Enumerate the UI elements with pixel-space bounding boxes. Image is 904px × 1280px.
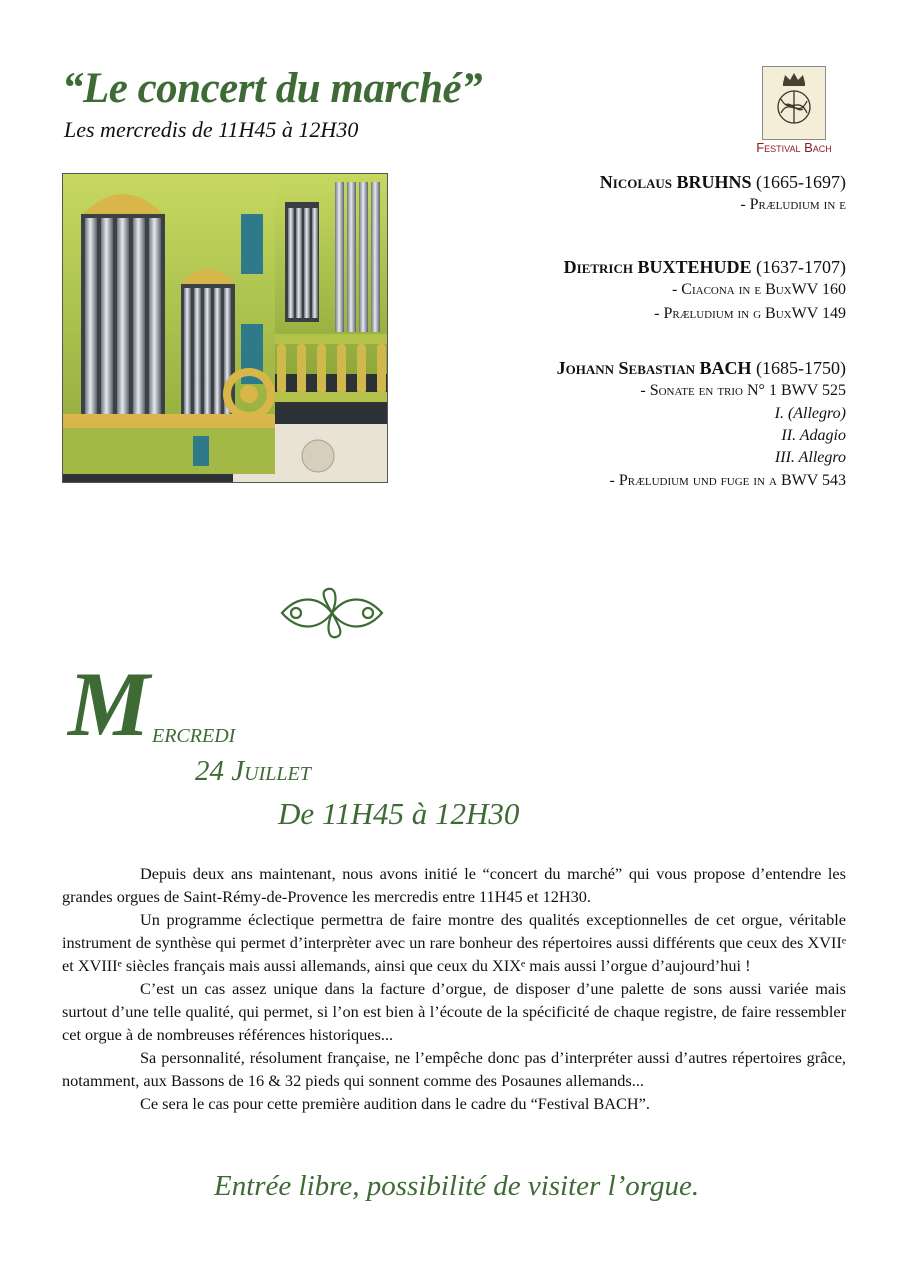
page-title: “Le concert du marché”: [62, 65, 483, 112]
movement-item: II. Adagio: [781, 427, 846, 444]
paragraph: Depuis deux ans maintenant, nous avons initié le “concert du marché” qui vous propose d’entendre les grandes orgues de Saint-Rémy-de-Provence les mercredis entre 11H45 et 12H30.: [62, 864, 846, 906]
paragraph: C’est un cas assez unique dans la facture d’orgue, de disposer d’une palette de sons aussi variée mais surtout d’une telle qualité, qui permet, si l’on est bien à l’écoute de la spécificité de chaque registre, de faire ressembler cet orgue à de nombreuses références historiques...: [62, 979, 846, 1044]
paragraph: Ce sera le cas pour cette première audition dans le cadre du “Festival BACH”.: [140, 1094, 650, 1113]
paragraph: Un programme éclectique permettra de faire montre des qualités exceptionnelles de cet orgue, véritable instrument de synthèse qui permet d’interprèter avec un rare bonheur des répertoires aussi différents que ceux des XVIIᵉ et XVIIIᵉ siècles français mais aussi allemands, ainsi que ceux du XIXᵉ mais aussi l’orgue d’aujourd’hui !: [62, 910, 846, 975]
free-entry-note: Entrée libre, possibilité de visiter l’orgue.: [214, 1170, 700, 1202]
composer-name: Nicolaus BRUHNS: [599, 172, 752, 192]
event-date: 24 Juillet: [195, 755, 311, 787]
composer-line: [416, 358, 846, 379]
work-item: - Præludium in e: [740, 196, 846, 213]
paragraph: Sa personnalité, résolument française, ne l’empêche donc pas d’interpréter aussi d’autres répertoires grâce, notamment, aux Bassons de 16 & 32 pieds qui sonnent comme des Posaunes allemands...: [62, 1048, 846, 1090]
composer-dates: (1685-1750): [756, 358, 846, 378]
work-item: - Ciacona in e BuxWV 160: [671, 281, 846, 298]
day-name: ercredi: [152, 717, 236, 749]
work-item: - Præludium und fuge in a BWV 543: [609, 472, 846, 489]
composer-line: [416, 257, 846, 278]
page-subtitle: Les mercredis de 11H45 à 12H30: [64, 117, 359, 142]
composer-name: Johann Sebastian BACH: [556, 358, 752, 378]
movement-item: III. Allegro: [774, 449, 846, 466]
movement-item: I. (Allegro): [774, 405, 846, 422]
composer-dates: (1637-1707): [756, 257, 846, 277]
logo-caption: Festival Bach: [756, 140, 832, 155]
bach-crown-monogram-icon: [763, 67, 825, 139]
work-item: - Sonate en trio N° 1 BWV 525: [640, 382, 846, 399]
work-item: - Præludium in g BuxWV 149: [654, 305, 846, 322]
festival-bach-logo: [762, 66, 826, 140]
description-text: [62, 862, 846, 1115]
organ-photo: [62, 173, 388, 483]
flourish-ornament-icon: [278, 585, 386, 641]
day-initial: M: [68, 653, 150, 755]
concert-program: [416, 168, 846, 493]
event-time: De 11H45 à 12H30: [278, 796, 520, 831]
composer-name: Dietrich BUXTEHUDE: [563, 257, 752, 277]
composer-dates: (1665-1697): [756, 172, 846, 192]
composer-line: [416, 172, 846, 193]
